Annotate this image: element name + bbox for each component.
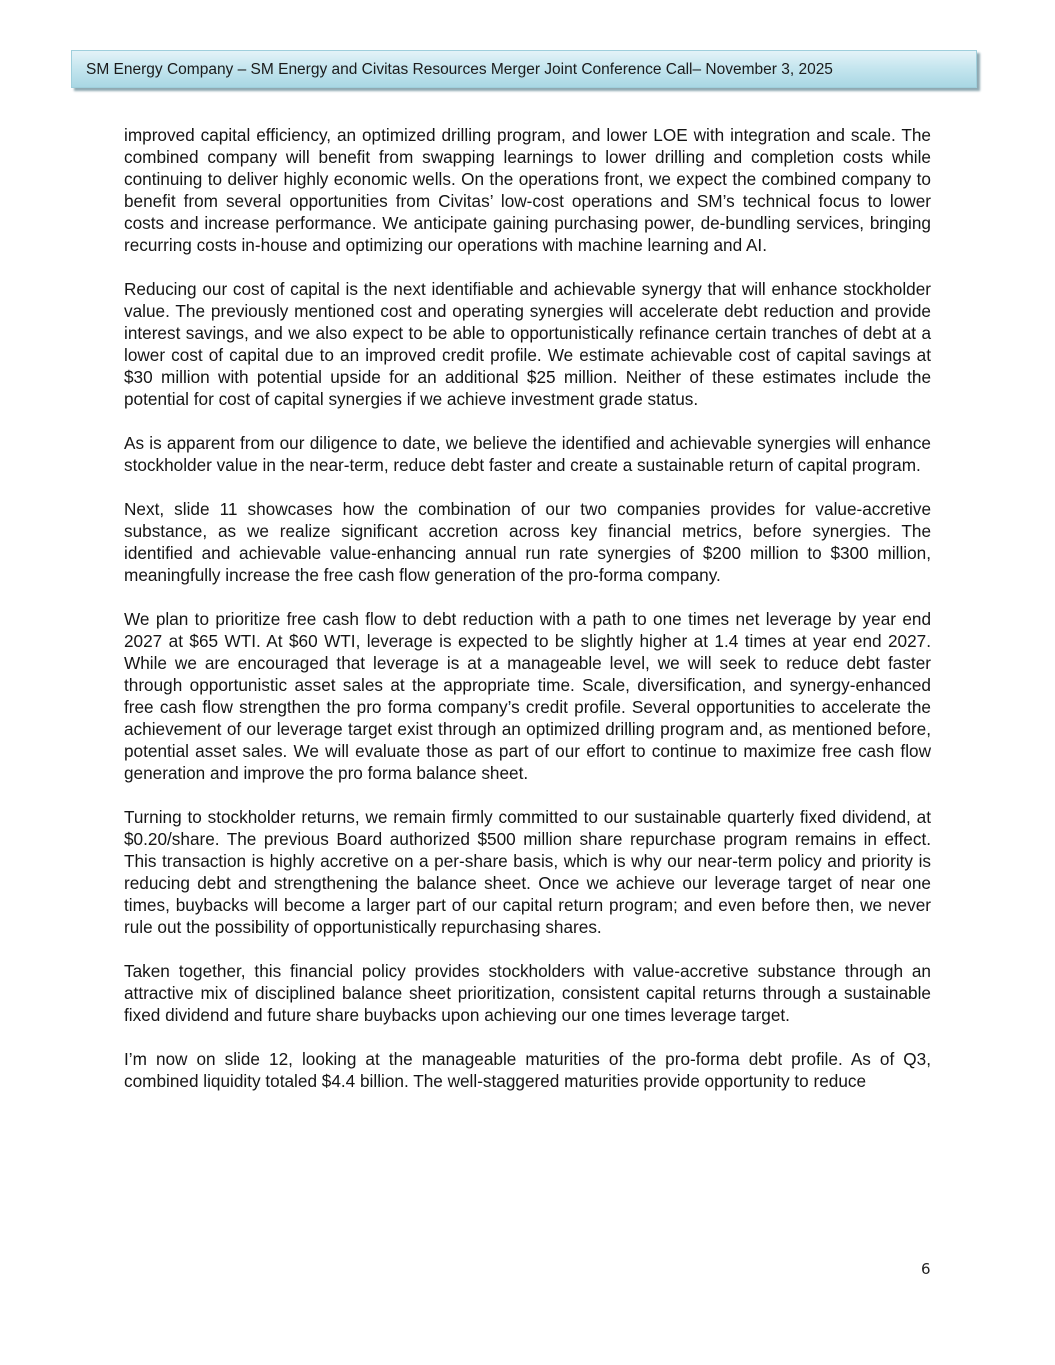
paragraph-cost-of-capital: Reducing our cost of capital is the next identifiable and achievable synergy that will enhance stockholder value. The previously mentioned cost and operating synergies will accelerate debt reduction and provide interest savings, and we also expect to be able to opportunistically refinance certain tranches of debt at a lower cost of capital due to an improved credit profile. We estimate achievable cost of capital savings at $30 million with potential upside for an additional $25 million. Neither of these estimates include the potential for cost of capital synergies if we achieve investment grade status. [124,279,931,409]
paragraph-slide-12: I’m now on slide 12, looking at the manageable maturities of the pro-forma debt profile. As of Q3, combined liquidity totaled $4.4 billion. The well-staggered maturities provide opportunity to reduce [124,1049,931,1091]
paragraph-financial-policy: Taken together, this financial policy provides stockholders with value-accretive substance through an attractive mix of disciplined balance sheet prioritization, consistent capital returns through a sustainable fixed dividend and future share buybacks upon achieving our one times leverage target. [124,961,931,1025]
paragraph-diligence: As is apparent from our diligence to date, we believe the identified and achievable synergies will enhance stockholder value in the near-term, reduce debt faster and create a sustainable return of capital program. [124,433,931,475]
paragraph-operational-synergies: improved capital efficiency, an optimized drilling program, and lower LOE with integration and scale. The combined company will benefit from swapping learnings to lower drilling and completion costs while continuing to deliver highly economic wells. On the operations front, we expect the combined company to benefit from several opportunities from Civitas’ low-cost operations and SM’s technical focus to lower costs and increase performance. We anticipate gaining purchasing power, de-bundling services, bringing recurring costs in-house and optimizing our operations with machine learning and AI. [124,125,931,255]
document-title: SM Energy Company – SM Energy and Civitas Resources Merger Joint Conference Call– November 3, 2025 [86,61,833,78]
paragraph-debt-reduction: We plan to prioritize free cash flow to debt reduction with a path to one times net leverage by year end 2027 at $65 WTI. At $60 WTI, leverage is expected to be slightly higher at 1.4 times at year end 2027. While we are encouraged that leverage is at a manageable level, we will seek to reduce debt faster through opportunistic asset sales at the appropriate time. Scale, diversification, and synergy-enhanced free cash flow strengthen the pro forma company’s credit profile. Several opportunities to accelerate the achievement of our leverage target exist through an optimized drilling program and, as mentioned before, potential asset sales. We will evaluate those as part of our effort to continue to maximize free cash flow generation and improve the pro forma balance sheet. [124,609,931,783]
paragraph-stockholder-returns: Turning to stockholder returns, we remain firmly committed to our sustainable quarterly fixed dividend, at $0.20/share. The previous Board authorized $500 million share repurchase program remains in effect. This transaction is highly accretive on a per-share basis, which is why our near-term policy and priority is reducing debt and strengthening the balance sheet. Once we achieve our leverage target of near one times, buybacks will become a larger part of our capital return program; and even before then, we never rule out the possibility of opportunistically repurchasing shares. [124,807,931,937]
page-number: 6 [921,1260,931,1278]
header-banner [71,50,977,88]
document-body [124,124,931,1114]
paragraph-slide-11: Next, slide 11 showcases how the combination of our two companies provides for value-accretive substance, as we realize significant accretion across key financial metrics, before synergies. The identified and achievable value-enhancing annual run rate synergies of $200 million to $300 million, meaningfully increase the free cash flow generation of the pro-forma company. [124,499,931,585]
